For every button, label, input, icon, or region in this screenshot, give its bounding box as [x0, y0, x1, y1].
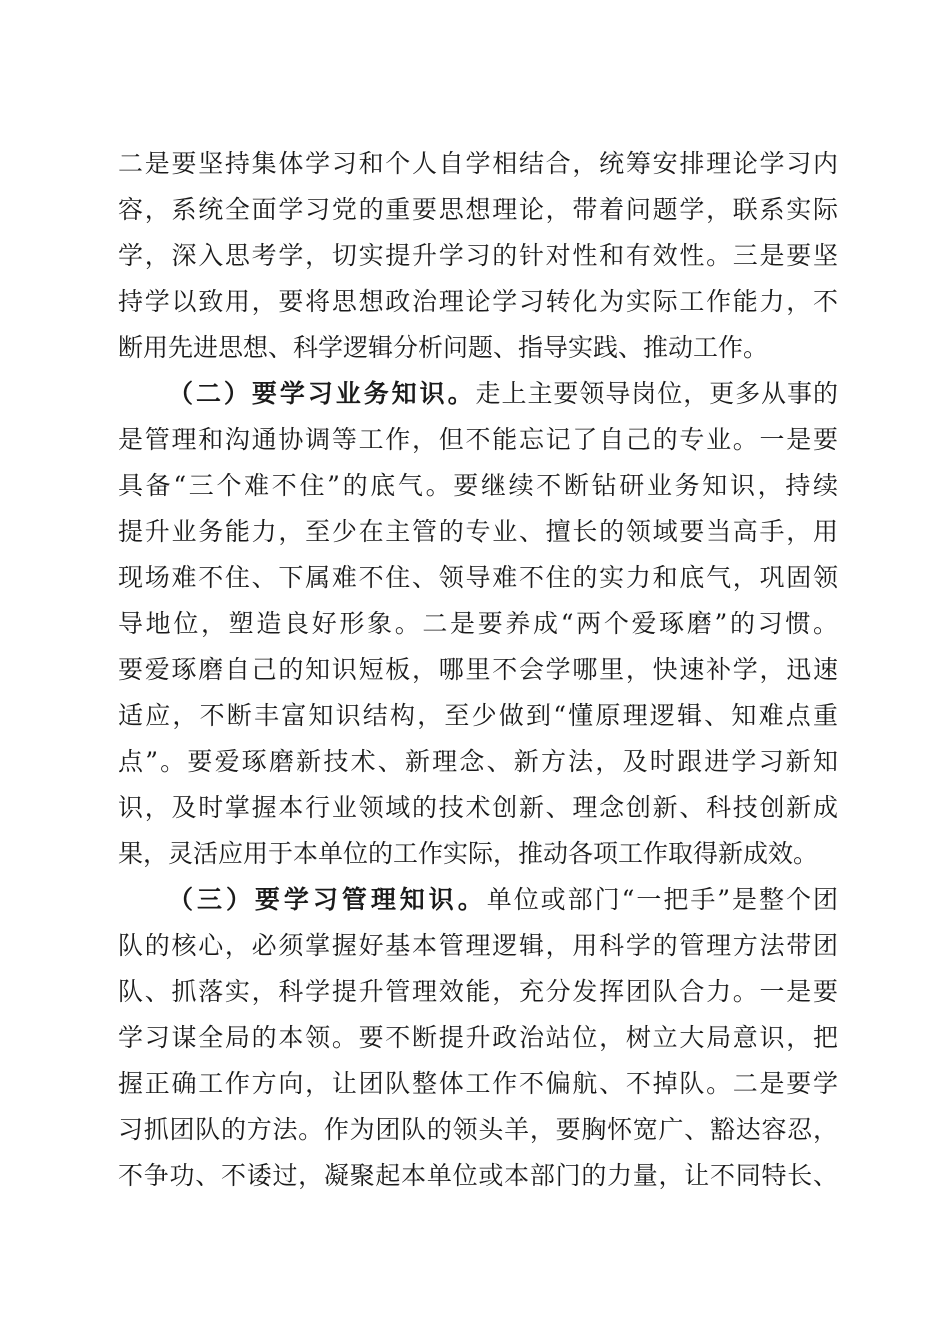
text-line: 是管理和沟通协调等工作，但不能忘记了自己的专业。一是要 [118, 425, 838, 454]
paragraph-study-theory [118, 141, 838, 371]
text-line: 二是要坚持集体学习和个人自学相结合，统筹安排理论学习内 [118, 149, 838, 178]
section-heading: （二）要学习业务知识。 [168, 379, 476, 408]
text-line: 断用先进思想、科学逻辑分析问题、指导实践、推动工作。 [118, 333, 769, 362]
section-heading-line [118, 371, 838, 417]
text-line: 学习谋全局的本领。要不断提升政治站位，树立大局意识，把 [118, 1023, 838, 1052]
text-line: 具备“三个难不住”的底气。要继续不断钻研业务知识，持续 [118, 471, 838, 500]
text-line: 提升业务能力，至少在主管的专业、擅长的领域要当高手，用 [118, 517, 838, 546]
text-line: 学，深入思考学，切实提升学习的针对性和有效性。三是要坚 [118, 241, 838, 270]
text-fragment: 单位或部门“一把手”是整个团 [486, 885, 838, 914]
document-body [118, 141, 838, 1199]
text-line: 习抓团队的方法。作为团队的领头羊，要胸怀宽广、豁达容忍， [118, 1115, 838, 1144]
text-line: 队、抓落实，科学提升管理效能，充分发挥团队合力。一是要 [118, 977, 838, 1006]
text-line: 现场难不住、下属难不住、领导难不住的实力和底气，巩固领 [118, 563, 838, 592]
text-line: 要爱琢磨自己的知识短板，哪里不会学哪里，快速补学，迅速 [118, 655, 838, 684]
text-line: 握正确工作方向，让团队整体工作不偏航、不掉队。二是要学 [118, 1069, 838, 1098]
paragraph-business-knowledge [118, 371, 838, 877]
section-heading-line [118, 877, 838, 923]
text-line: 点”。要爱琢磨新技术、新理念、新方法，及时跟进学习新知 [118, 747, 838, 776]
text-line: 识，及时掌握本行业领域的技术创新、理念创新、科技创新成 [118, 793, 838, 822]
text-line: 不争功、不诿过，凝聚起本单位或本部门的力量，让不同特长、 [118, 1161, 838, 1190]
text-line: 队的核心，必须掌握好基本管理逻辑，用科学的管理方法带团 [118, 931, 838, 960]
text-line: 果，灵活应用于本单位的工作实际，推动各项工作取得新成效。 [118, 839, 819, 868]
text-line: 适应，不断丰富知识结构，至少做到“懂原理逻辑、知难点重 [118, 701, 838, 730]
text-fragment: 走上主要领导岗位，更多从事的 [475, 379, 838, 408]
text-line: 容，系统全面学习党的重要思想理论，带着问题学，联系实际 [118, 195, 838, 224]
paragraph-management-knowledge [118, 877, 838, 1199]
text-line: 持学以致用，要将思想政治理论学习转化为实际工作能力，不 [118, 287, 838, 316]
section-heading: （三）要学习管理知识。 [168, 885, 487, 914]
text-line: 导地位，塑造良好形象。二是要养成“两个爱琢磨”的习惯。 [118, 609, 838, 638]
